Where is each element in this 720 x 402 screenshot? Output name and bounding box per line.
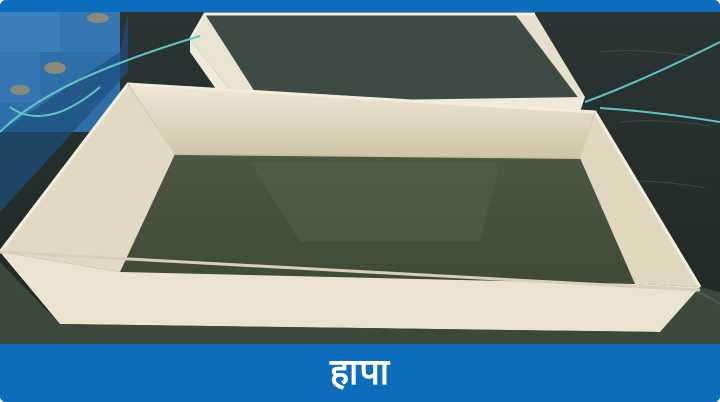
caption-bar	[0, 344, 720, 402]
top-frame-strip	[0, 0, 720, 12]
caption-title: हापा	[329, 352, 391, 393]
hapa-photo	[0, 12, 720, 344]
